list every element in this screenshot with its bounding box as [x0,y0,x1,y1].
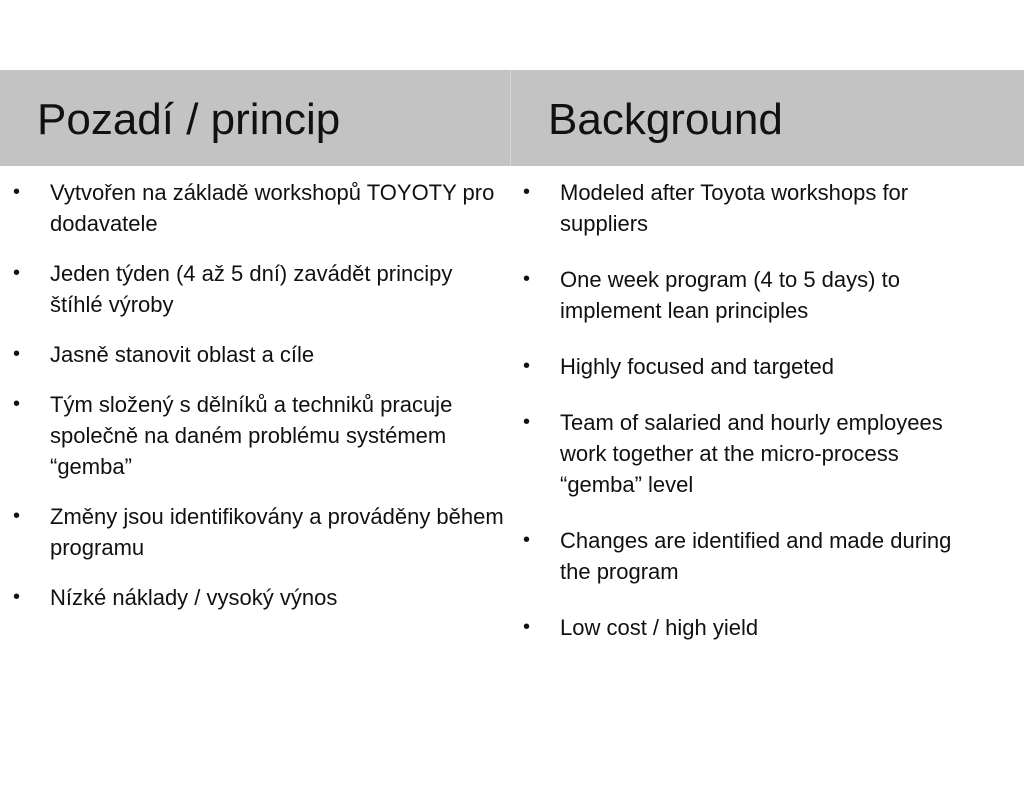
left-bullet-text: Tým složený s dělníků a techniků pracuje společně na daném problému systémem “gemba” [50,392,453,479]
left-bullet-item [13,582,508,613]
right-bullet-text: Team of salaried and hourly employees work together at the micro-process “gemba” level [560,410,943,497]
right-bullet-item [523,351,963,382]
left-bullet-item [13,501,508,563]
right-bullet-text: One week program (4 to 5 days) to implement lean principles [560,267,900,323]
bullet-icon: • [523,411,531,433]
bullet-icon: • [523,355,531,377]
right-bullet-item [523,612,963,643]
left-bullet-item [13,258,508,320]
left-bullet-text: Změny jsou identifikovány a prováděny během programu [50,504,504,560]
bullet-icon: • [13,586,21,608]
right-bullet-text: Highly focused and targeted [560,354,834,379]
left-bullet-list [13,177,508,632]
right-bullet-text: Low cost / high yield [560,615,759,640]
left-bullet-item [13,389,508,482]
bullet-icon: • [523,616,531,638]
bullet-icon: • [523,268,531,290]
left-bullet-text: Vytvořen na základě workshopů TOYOTY pro dodavatele [50,180,495,236]
left-bullet-text: Jeden týden (4 až 5 dní) zavádět principy štíhlé výroby [50,261,453,317]
bullet-icon: • [13,181,21,203]
bullet-icon: • [13,262,21,284]
bullet-icon: • [13,393,21,415]
left-bullet-item [13,339,508,370]
right-column-heading: Background [548,95,783,144]
right-bullet-item [523,525,963,587]
bullet-icon: • [13,505,21,527]
right-bullet-list [523,177,963,668]
left-column-heading: Pozadí / princip [37,95,341,144]
left-bullet-item [13,177,508,239]
right-bullet-text: Changes are identified and made during the program [560,528,952,584]
right-bullet-item [523,407,963,500]
bullet-icon: • [13,343,21,365]
right-bullet-text: Modeled after Toyota workshops for suppliers [560,180,909,236]
right-bullet-item [523,177,963,239]
right-bullet-item [523,264,963,326]
bullet-icon: • [523,529,531,551]
header-divider [510,70,511,166]
left-bullet-text: Nízké náklady / vysoký výnos [50,585,338,610]
bullet-icon: • [523,181,531,203]
left-bullet-text: Jasně stanovit oblast a cíle [50,342,315,367]
